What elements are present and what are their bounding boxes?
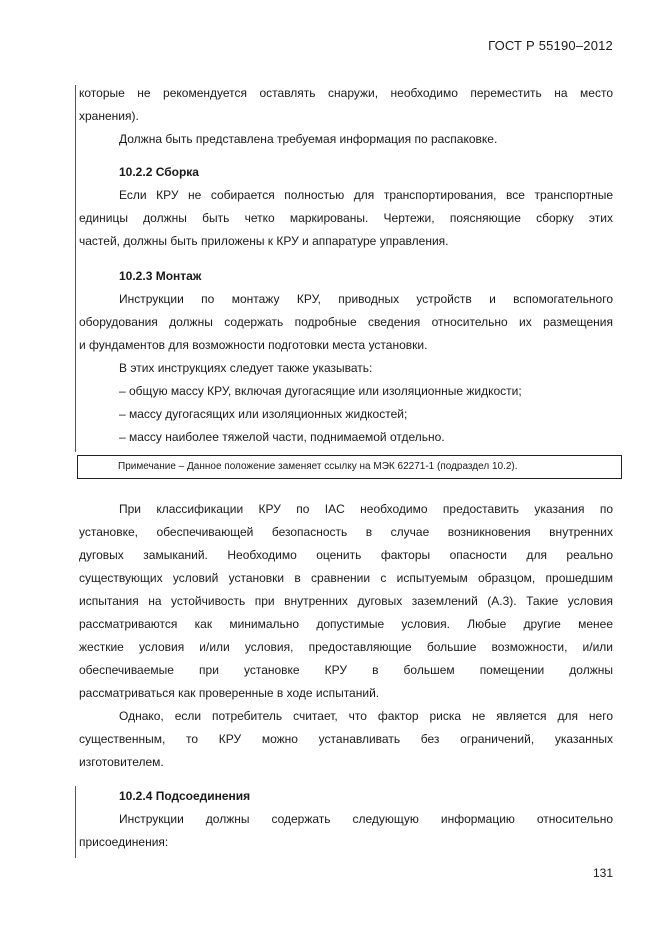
section-connections <box>79 785 613 854</box>
section-title: 10.2.2 Сборка <box>119 165 199 179</box>
text-line: изготовителем. <box>79 755 164 769</box>
text-line: При классификации КРУ по IAC необходимо предоставить указания по <box>119 502 613 516</box>
text-line: Инструкции должны содержать следующую информацию относительно <box>119 812 613 826</box>
text-line: оборудования должны содержать подробные сведения относительно их размещения <box>79 315 613 329</box>
page-number: 131 <box>592 866 613 880</box>
text-line: жесткие условия и/или условия, предоставляющие большие возможности, и/или <box>79 640 613 654</box>
text-line: и фундаментов для возможности подготовки места установки. <box>79 338 428 352</box>
text-line: В этих инструкциях следует также указывать: <box>119 361 373 375</box>
revision-bar <box>75 786 76 858</box>
text-line: хранения). <box>79 109 139 123</box>
section-title: 10.2.4 Подсоединения <box>119 789 251 803</box>
text-line: Инструкции по монтажу КРУ, приводных устройств и вспомогательного <box>119 292 613 306</box>
text-line: частей, должны быть приложены к КРУ и аппаратуре управления. <box>79 234 449 248</box>
text-line: единицы должны быть четко маркированы. Чертежи, поясняющие сборку этих <box>79 211 613 225</box>
note-box <box>77 455 622 479</box>
paragraph: Должна быть представлена требуемая информация по распаковке. <box>119 132 498 146</box>
list-item: – массу наиболее тяжелой части, поднимаемой отдельно. <box>119 430 445 444</box>
section-title: 10.2.3 Монтаж <box>119 269 202 283</box>
list-item: – массу дугогасящих или изоляционных жидкостей; <box>119 407 408 421</box>
text-line: Однако, если потребитель считает, что фактор риска не является для него <box>119 709 613 723</box>
text-line: обеспечиваемые при установке КРУ в большем помещении должны <box>79 663 613 677</box>
text-line: существующих условий установки в сравнении с испытуемым образцом, прошедшим <box>79 571 613 585</box>
text-block-iac <box>79 498 613 774</box>
text-line: дуговых замыканий. Необходимо оценить факторы опасности для реально <box>79 548 613 562</box>
text-line: присоединения: <box>79 835 169 849</box>
text-line: Если КРУ не собирается полностью для транспортирования, все транспортные <box>119 188 613 202</box>
text-block-storage <box>79 82 613 151</box>
text-line: испытания на устойчивость при внутренних дуговых заземлений (А.3). Такие условия <box>79 594 613 608</box>
list-item: – общую массу КРУ, включая дугогасящие или изоляционные жидкости; <box>119 384 522 398</box>
section-assembly <box>79 161 613 253</box>
text-line: существенным, то КРУ можно устанавливать без ограничений, указанных <box>79 732 613 746</box>
section-installation <box>79 265 613 449</box>
text-line: рассматриваются как минимально допустимые условия. Любые другие менее <box>79 617 613 631</box>
revision-bar <box>75 85 76 452</box>
document-code: ГОСТ Р 55190–2012 <box>488 38 613 53</box>
text-line: рассматриваться как проверенные в ходе испытаний. <box>79 686 380 700</box>
text-line: установке, обеспечивающей безопасность в случае возникновения внутренних <box>79 525 613 539</box>
text-line: которые не рекомендуется оставлять снаружи, необходимо переместить на место <box>79 86 613 100</box>
note-text: Примечание – Данное положение заменяет ссылку на МЭК 62271-1 (подраздел 10.2). <box>118 461 518 472</box>
